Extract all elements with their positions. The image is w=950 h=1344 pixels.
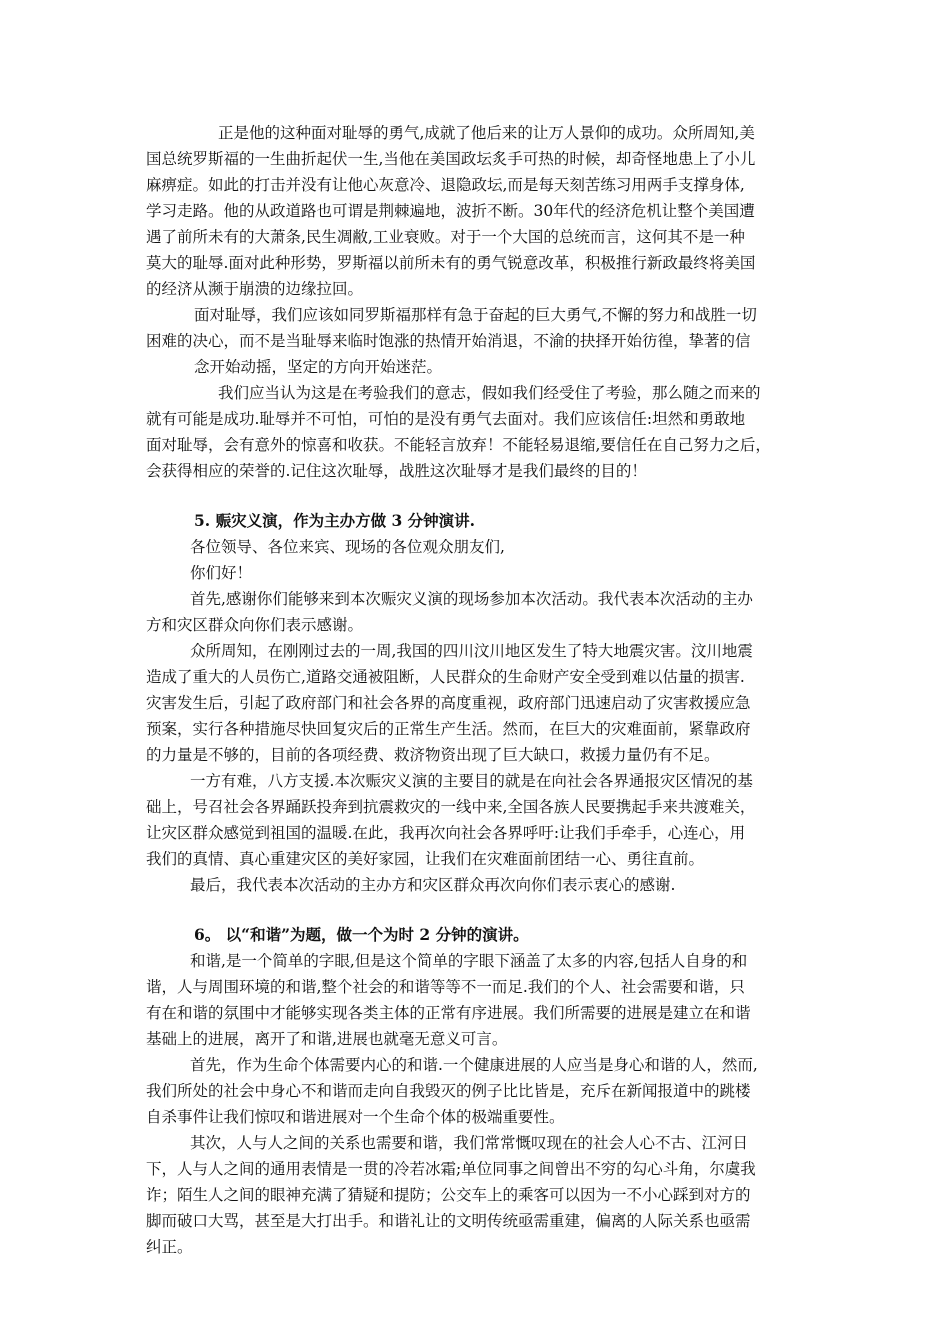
text-line: 我们所处的社会中身心不和谐而走向自我毁灭的例子比比皆是，充斥在新闻报道中的跳楼	[146, 1082, 751, 1100]
text-line: 的力量是不够的，目前的各项经费、救济物资出现了巨大缺口，救援力量仍有不足。	[146, 746, 720, 764]
text-line: 自杀事件让我们惊叹和谐进展对一个生命个体的极端重要性。	[146, 1108, 565, 1126]
speech-greeting	[146, 534, 814, 586]
text-line: 遇了前所未有的大萧条,民生凋敝,工业衰败。对于一个大国的总统而言，这何其不是一种	[146, 228, 745, 246]
section-gap	[146, 898, 814, 922]
text-line: 下，人与人之间的通用表情是一贯的冷若冰霜;单位同事之间曾出不穷的勾心斗角，尔虞我	[146, 1160, 756, 1178]
text-line: 础上，号召社会各界踊跃投奔到抗震救灾的一线中来,全国各族人民要携起手来共渡难关，	[146, 798, 756, 816]
text-line: 就有可能是成功.耻辱并不可怕，可怕的是没有勇气去面对。我们应该信任:坦然和勇敢地	[146, 410, 746, 428]
section-heading-6: 6。 以“和谐”为题，做一个为时 2 分钟的演讲。	[194, 925, 529, 944]
text-line: 方和灾区群众向你们表示感谢。	[146, 616, 364, 634]
text-line: 一方有难，八方支援.本次赈灾义演的主要目的就是在向社会各界通报灾区情况的基	[190, 772, 753, 790]
paragraph-face-shame	[146, 302, 814, 380]
text-line: 首先，作为生命个体需要内心的和谐.一个健康进展的人应当是身心和谐的人，然而,	[190, 1056, 758, 1074]
text-line: 我们的真情、真心重建灾区的美好家园，让我们在灾难面前团结一心、勇往直前。	[146, 850, 705, 868]
text-line: 各位领导、各位来宾、现场的各位观众朋友们,	[190, 538, 505, 556]
text-line: 正是他的这种面对耻辱的勇气,成就了他后来的让万人景仰的成功。众所周知,美	[218, 124, 755, 142]
text-line: 有在和谐的氛围中才能够实现各类主体的正常有序进展。我们所需要的进展是建立在和谐	[146, 1004, 751, 1022]
paragraph-support	[146, 768, 814, 872]
text-line: 灾害发生后，引起了政府部门和社会各界的高度重视，政府部门迅速启动了灾害救援应急	[146, 694, 751, 712]
paragraph-courage	[146, 120, 814, 302]
text-line: 诈；陌生人之间的眼神充满了猜疑和提防；公交车上的乘客可以因为一不小心踩到对方的	[146, 1186, 751, 1204]
text-line: 会获得相应的荣誉的.记住这次耻辱，战胜这次耻辱才是我们最终的目的！	[146, 462, 647, 480]
paragraph-social-harmony	[146, 1130, 814, 1260]
text-line: 造成了重大的人员伤亡,道路交通被阻断，人民群众的生命财产安全受到难以估量的损害.	[146, 668, 745, 686]
text-line: 学习走路。他的从政道路也可谓是荆棘遍地，波折不断。30年代的经济危机让整个美国遭	[146, 202, 755, 220]
paragraph-earthquake	[146, 638, 814, 768]
text-line: 纠正。	[146, 1238, 193, 1256]
text-line: 预案，实行各种措施尽快回复灾后的正常生产生活。然而，在巨大的灾难面前，紧靠政府	[146, 720, 751, 738]
text-line: 基础上的进展，离开了和谐,进展也就毫无意义可言。	[146, 1030, 508, 1048]
paragraph-harmony-intro	[146, 948, 814, 1052]
text-line: 国总统罗斯福的一生曲折起伏一生,当他在美国政坛炙手可热的时候，却奇怪地患上了小儿	[146, 150, 756, 168]
text-line: 你们好！	[190, 564, 253, 582]
section-heading-5: 5. 赈灾义演，作为主办方做 3 分钟演讲.	[194, 511, 476, 530]
section-gap	[146, 484, 814, 508]
text-line: 莫大的耻辱.面对此种形势，罗斯福以前所未有的勇气锐意改革，积极推行新政最终将美国	[146, 254, 756, 272]
text-line: 众所周知，在刚刚过去的一周,我国的四川汶川地区发生了特大地震灾害。汶川地震	[190, 642, 753, 660]
text-line: 谐，人与周围环境的和谐,整个社会的和谐等等不一而足.我们的个人、社会需要和谐，只	[146, 978, 745, 996]
paragraph-thanks	[146, 586, 814, 638]
text-line: 最后，我代表本次活动的主办方和灾区群众再次向你们表示衷心的感谢.	[190, 876, 676, 894]
text-line: 的经济从濒于崩溃的边缘拉回。	[146, 280, 364, 298]
text-line: 面对耻辱，我们应该如同罗斯福那样有急于奋起的巨大勇气,不懈的努力和战胜一切	[194, 306, 757, 324]
text-line: 麻痹症。如此的打击并没有让他心灰意冷、退隐政坛,而是每天刻苦练习用两手支撑身体,	[146, 176, 745, 194]
text-line: 我们应当认为这是在考验我们的意志，假如我们经受住了考验，那么随之而来的	[218, 384, 761, 402]
document-page	[146, 120, 814, 1260]
paragraph-inner-harmony	[146, 1052, 814, 1130]
paragraph-test-will	[146, 380, 814, 484]
text-line: 首先,感谢你们能够来到本次赈灾义演的现场参加本次活动。我代表本次活动的主办	[190, 590, 753, 608]
text-line: 念开始动摇，坚定的方向开始迷茫。	[194, 358, 443, 376]
text-line: 和谐,是一个简单的字眼,但是这个简单的字眼下涵盖了太多的内容,包括人自身的和	[190, 952, 748, 970]
paragraph-closing	[146, 872, 814, 898]
text-line: 脚而破口大骂，甚至是大打出手。和谐礼让的文明传统亟需重建，偏离的人际关系也亟需	[146, 1212, 751, 1230]
text-line: 让灾区群众感觉到祖国的温暖.在此，我再次向社会各界呼吁:让我们手牵手，心连心，用	[146, 824, 746, 842]
text-line: 其次，人与人之间的关系也需要和谐，我们常常慨叹现在的社会人心不古、江河日	[190, 1134, 749, 1152]
text-line: 困难的决心，而不是当耻辱来临时饱涨的热情开始消退，不渝的抉择开始彷徨，挚著的信	[146, 332, 751, 350]
text-line: 面对耻辱，会有意外的惊喜和收获。不能轻言放弃！不能轻易退缩,要信任在自己努力之后，	[146, 436, 771, 454]
